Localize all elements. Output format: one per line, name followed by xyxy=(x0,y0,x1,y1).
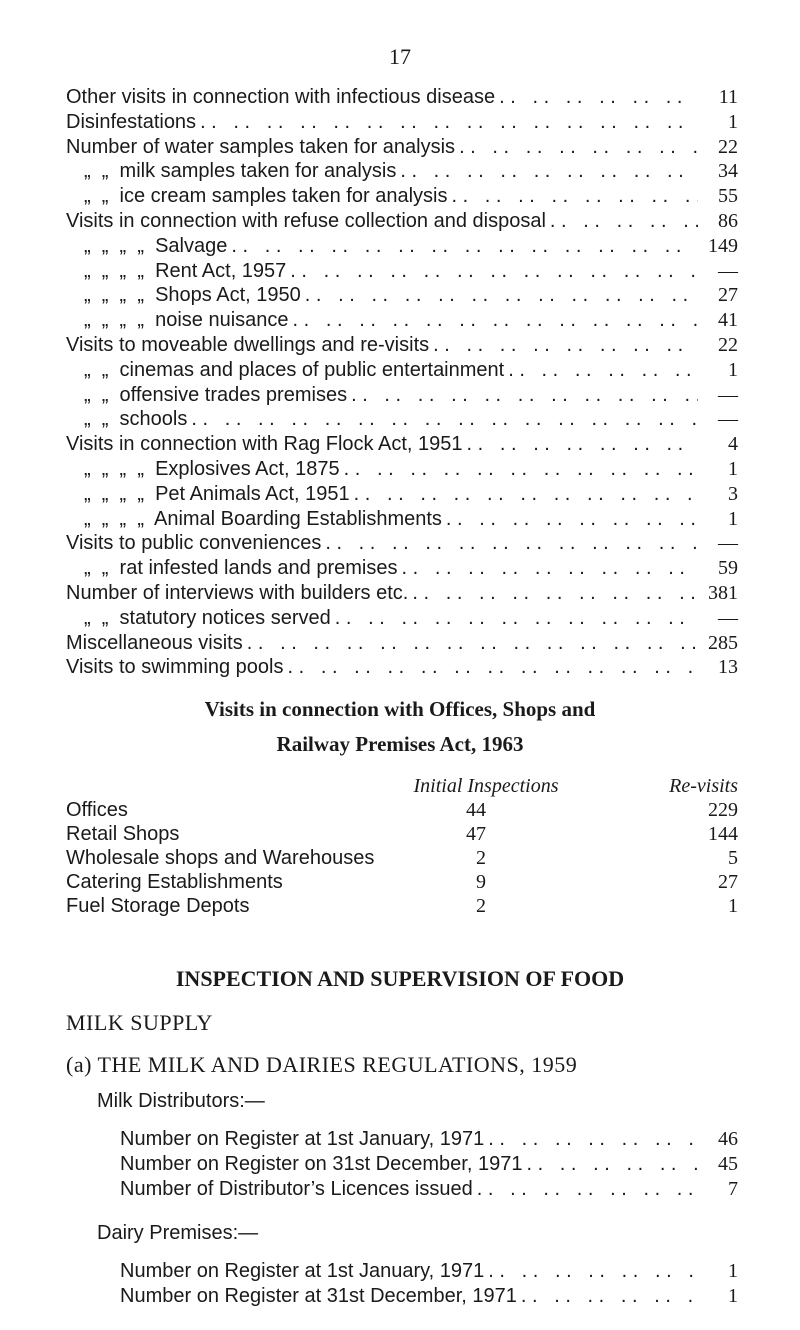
leader-dots xyxy=(350,482,698,507)
item-label: Number on Register at 31st December, 1971 xyxy=(120,1285,517,1307)
list-item xyxy=(66,631,738,656)
leader-dots xyxy=(227,234,698,259)
item-label: Disinfestations xyxy=(66,110,197,133)
item-value: 149 xyxy=(708,234,738,257)
item-value: — xyxy=(718,383,738,406)
row-revisits: 27 xyxy=(718,871,738,893)
leader-dots xyxy=(442,507,698,532)
item-value: 34 xyxy=(718,160,738,183)
item-value: 13 xyxy=(718,656,738,679)
item-label: Other visits in connection with infectious disease xyxy=(66,86,496,108)
item-value: 11 xyxy=(718,86,738,108)
item-label: „ „ „ „ Animal Boarding Establishments xyxy=(84,507,442,530)
table-row xyxy=(66,870,738,894)
col-revisits: Re-visits xyxy=(669,775,738,797)
row-initial: 44 xyxy=(466,799,486,821)
item-label: Visits to moveable dwellings and re-visits xyxy=(66,333,430,356)
leader-dots xyxy=(331,606,698,631)
item-label: „ „ „ „ Explosives Act, 1875 xyxy=(84,457,340,480)
leader-dots xyxy=(463,432,698,457)
list-item xyxy=(120,1152,738,1177)
list-item xyxy=(66,184,738,209)
row-label: Fuel Storage Depots xyxy=(66,895,250,917)
leader-dots xyxy=(495,85,698,110)
item-value: 1 xyxy=(728,110,738,133)
row-revisits: 229 xyxy=(708,799,738,821)
item-label: „ „ schools xyxy=(84,408,188,431)
item-label: Visits in connection with refuse collection and disposal xyxy=(66,209,546,232)
distributors-list xyxy=(120,1127,738,1202)
item-label: „ „ rat infested lands and premises xyxy=(84,557,398,580)
item-value: 1 xyxy=(728,358,738,381)
leader-dots xyxy=(196,110,698,135)
leader-dots xyxy=(546,209,698,234)
shops-table xyxy=(66,775,738,918)
regulation-title: (a) THE MILK AND DAIRIES REGULATIONS, 1959 xyxy=(66,1052,578,1077)
list-item xyxy=(66,531,738,556)
row-initial: 2 xyxy=(476,847,486,869)
item-label: Number of water samples taken for analysis xyxy=(66,135,456,158)
item-value: 45 xyxy=(718,1153,738,1175)
leader-dots xyxy=(429,333,698,358)
list-item xyxy=(66,135,738,160)
leader-dots xyxy=(396,159,698,184)
leader-dots xyxy=(286,259,698,284)
table-row xyxy=(66,846,738,870)
item-label: „ „ milk samples taken for analysis xyxy=(84,160,397,183)
page-number: 17 xyxy=(389,44,411,69)
leader-dots xyxy=(484,1259,698,1284)
row-label: Catering Establishments xyxy=(66,871,283,893)
food-heading: INSPECTION AND SUPERVISION OF FOOD xyxy=(175,966,625,991)
item-label: Miscellaneous visits xyxy=(66,631,243,654)
dairy-list xyxy=(120,1259,738,1309)
visits-list xyxy=(66,85,738,680)
item-label: Number of Distributor’s Licences issued xyxy=(120,1178,473,1200)
list-item xyxy=(66,407,738,432)
milk-supply-title: MILK SUPPLY xyxy=(66,1010,213,1035)
leader-dots xyxy=(473,1177,698,1202)
item-label: „ „ „ „ Pet Animals Act, 1951 xyxy=(84,482,350,505)
item-label: „ „ „ „ noise nuisance xyxy=(84,309,289,332)
list-item xyxy=(66,655,738,680)
item-label: Number on Register at 1st January, 1971 xyxy=(120,1260,485,1282)
col-initial-inspections: Initial Inspections xyxy=(413,775,559,797)
list-item xyxy=(66,159,738,184)
item-value: 46 xyxy=(718,1128,738,1150)
table-row xyxy=(66,894,738,918)
leader-dots xyxy=(301,283,698,308)
leader-dots xyxy=(187,407,698,432)
list-item xyxy=(66,283,738,308)
list-item xyxy=(120,1259,738,1284)
row-initial: 47 xyxy=(466,823,486,845)
list-item xyxy=(66,383,738,408)
list-item xyxy=(66,234,738,259)
item-label: „ „ „ „ Shops Act, 1950 xyxy=(84,284,301,307)
item-value: 1 xyxy=(728,507,738,530)
list-item xyxy=(66,308,738,333)
row-label: Offices xyxy=(66,799,128,821)
list-item xyxy=(66,432,738,457)
list-item xyxy=(66,606,738,631)
item-label: Number on Register at 1st January, 1971 xyxy=(120,1128,485,1150)
item-value: 1 xyxy=(728,457,738,480)
table-row xyxy=(66,798,738,822)
distributors-title: Milk Distributors:— xyxy=(97,1090,265,1112)
item-label: „ „ offensive trades premises xyxy=(84,383,348,406)
row-revisits: 1 xyxy=(728,895,738,917)
item-label: Visits to swimming pools xyxy=(66,656,284,679)
leader-dots xyxy=(522,1152,698,1177)
list-item xyxy=(66,358,738,383)
item-value: 22 xyxy=(718,333,738,356)
item-label: „ „ cinemas and places of public entertainment xyxy=(84,358,505,381)
row-initial: 2 xyxy=(476,895,486,917)
item-value: 55 xyxy=(718,185,738,208)
item-value: — xyxy=(718,408,738,431)
item-value: — xyxy=(718,259,738,282)
row-initial: 9 xyxy=(476,871,486,893)
item-value: 22 xyxy=(718,135,738,158)
item-value: 1 xyxy=(728,1285,738,1307)
dairy-title: Dairy Premises:— xyxy=(97,1222,259,1244)
item-label: Visits in connection with Rag Flock Act, 1951 xyxy=(66,433,463,456)
item-value: 41 xyxy=(718,309,738,332)
leader-dots xyxy=(321,531,698,556)
item-value: — xyxy=(718,606,738,629)
leader-dots xyxy=(243,631,698,656)
leader-dots xyxy=(283,655,698,680)
item-value: 285 xyxy=(708,631,738,654)
leader-dots xyxy=(484,1127,698,1152)
item-label: „ „ „ „ Rent Act, 1957 xyxy=(84,259,287,282)
table-header xyxy=(66,775,738,798)
list-item xyxy=(66,581,738,606)
list-item xyxy=(66,556,738,581)
list-item xyxy=(66,209,738,234)
shops-heading-line2: Railway Premises Act, 1963 xyxy=(276,732,524,756)
list-item xyxy=(120,1177,738,1202)
leader-dots xyxy=(447,184,698,209)
leader-dots xyxy=(289,308,698,333)
item-value: 381 xyxy=(708,581,738,604)
item-value: — xyxy=(718,532,738,555)
item-label: „ „ statutory notices served xyxy=(84,606,331,629)
item-value: 7 xyxy=(728,1178,738,1200)
row-revisits: 144 xyxy=(708,823,738,845)
leader-dots xyxy=(408,581,698,606)
row-label: Retail Shops xyxy=(66,823,180,845)
item-label: Number on Register on 31st December, 1971 xyxy=(120,1153,523,1175)
leader-dots xyxy=(347,383,698,408)
row-label: Wholesale shops and Warehouses xyxy=(66,847,375,869)
item-value: 3 xyxy=(728,482,738,505)
item-value: 27 xyxy=(718,284,738,307)
list-item xyxy=(120,1284,738,1309)
list-item xyxy=(66,482,738,507)
list-item xyxy=(66,457,738,482)
row-revisits: 5 xyxy=(728,847,738,869)
shops-heading-line1: Visits in connection with Offices, Shops and xyxy=(204,697,596,721)
item-value: 59 xyxy=(718,557,738,580)
item-value: 1 xyxy=(728,1260,738,1282)
table-row xyxy=(66,822,738,846)
list-item xyxy=(66,259,738,284)
list-item xyxy=(66,110,738,135)
item-value: 4 xyxy=(728,433,738,456)
list-item xyxy=(66,85,738,110)
leader-dots xyxy=(455,135,698,160)
list-item xyxy=(120,1127,738,1152)
leader-dots xyxy=(397,556,698,581)
item-label: Number of interviews with builders etc. xyxy=(66,581,409,604)
item-value: 86 xyxy=(718,209,738,232)
leader-dots xyxy=(517,1284,698,1309)
list-item xyxy=(66,333,738,358)
item-label: „ „ „ „ Salvage xyxy=(84,234,228,257)
item-label: „ „ ice cream samples taken for analysis xyxy=(84,185,448,208)
list-item xyxy=(66,507,738,532)
item-label: Visits to public conveniences xyxy=(66,532,322,555)
leader-dots xyxy=(340,457,698,482)
leader-dots xyxy=(504,358,698,383)
